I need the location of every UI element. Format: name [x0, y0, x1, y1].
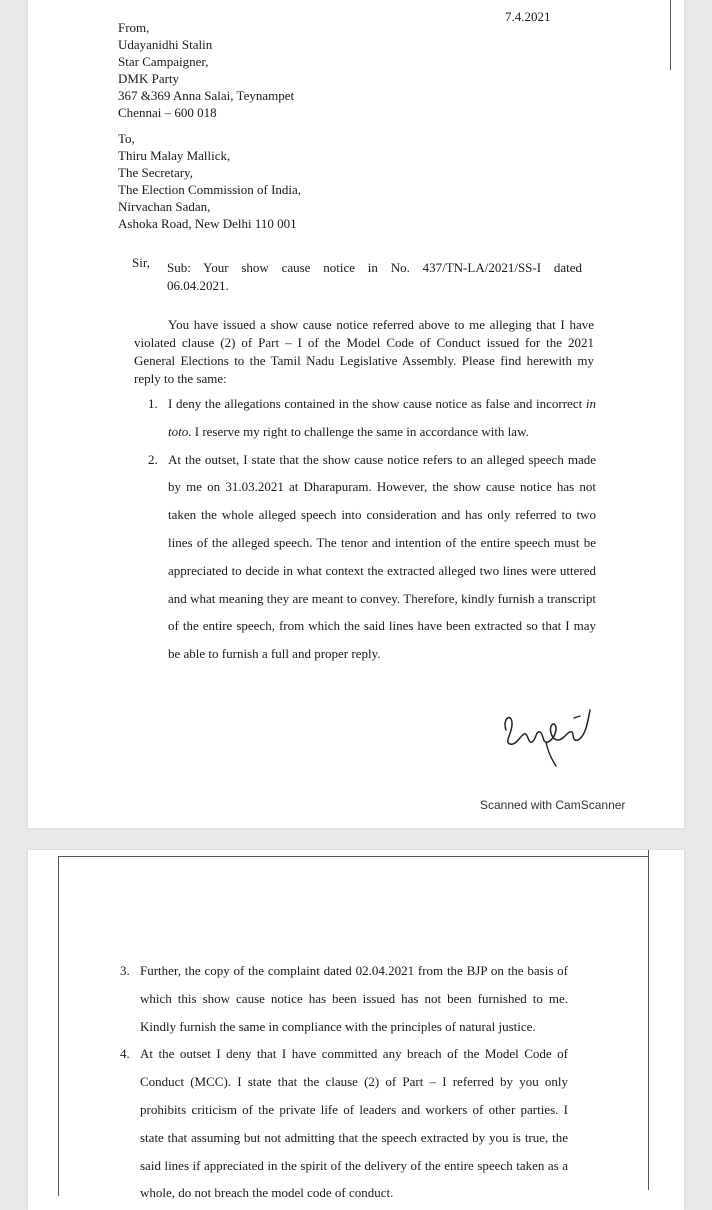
recipient-name: Thiru Malay Mallick,: [118, 148, 231, 163]
sender-address-block: [118, 19, 294, 121]
from-label: From,: [118, 20, 150, 35]
scan-edge-line: [58, 856, 648, 857]
scan-edge-line: [58, 856, 59, 1196]
recipient-city: Ashoka Road, New Delhi 110 001: [118, 216, 297, 231]
sender-street: 367 &369 Anna Salai, Teynampet: [118, 88, 295, 103]
list-item-text: At the outset I deny that I have committed any breach of the Model Code of Conduct (MCC). I state that the clause (2) of Part – I referred by you only prohibits criticism of the private life of leaders and workers of other parties. I state that assuming but not admitting that the speech extracted by you is true, the said lines if appreciated in the spirit of the delivery of the entire speech taken as a whole, do not breach the model code of conduct.: [140, 1046, 568, 1201]
list-item-text: I deny the allegations contained in the show cause notice as false and incorrect: [168, 396, 586, 411]
recipient-address-block: [118, 130, 301, 232]
list-item-italic: in toto: [168, 396, 596, 439]
salutation: Sir,: [132, 255, 150, 270]
sender-name: Udayanidhi Stalin: [118, 37, 213, 52]
list-item: [148, 390, 596, 446]
signature-mark: [498, 700, 608, 770]
recipient-building: Nirvachan Sadan,: [118, 199, 211, 214]
list-item: [148, 446, 596, 668]
list-item: [120, 957, 568, 1040]
subject-line-continued: 06.04.2021.: [167, 278, 229, 293]
letter-page-1: [28, 0, 684, 828]
list-item-number: 3.: [120, 963, 130, 978]
list-item-number: 4.: [120, 1046, 130, 1062]
list-item-number: 1.: [148, 396, 158, 411]
letter-date: 7.4.2021: [505, 9, 551, 24]
scan-edge-line: [648, 850, 649, 1190]
recipient-organization: The Election Commission of India,: [118, 182, 302, 197]
sender-city: Chennai – 600 018: [118, 105, 217, 120]
to-label: To,: [118, 131, 135, 146]
recipient-title: The Secretary,: [118, 165, 193, 180]
scanner-watermark: Scanned with CamScanner: [480, 798, 626, 812]
subject-line: Sub: Your show cause notice in No. 437/TN-LA/2021/SS-I dated: [167, 260, 582, 275]
list-item-text: Further, the copy of the complaint dated 02.04.2021 from the BJP on the basis of which this show cause notice has been issued has not been furnished to me. Kindly furnish the same in compliance with the principles of natural justice.: [140, 963, 568, 1034]
sender-party: DMK Party: [118, 71, 180, 86]
list-item: [120, 1040, 568, 1207]
list-item-text-continued: . I reserve my right to challenge the same in accordance with law.: [188, 423, 529, 439]
numbered-points-page-2: [120, 957, 568, 1207]
scan-edge-line: [670, 0, 671, 70]
sender-title: Star Campaigner,: [118, 54, 209, 69]
intro-paragraph: You have issued a show cause notice referred above to me alleging that I have violated clause (2) of Part – I of the Model Code of Conduct issued for the 2021 General Elections to the Tamil Nadu Legislative Assembly. Please find herewith my reply to the same:: [134, 317, 594, 386]
list-item-number: 2.: [148, 451, 158, 467]
numbered-points-page-1: [148, 390, 596, 668]
list-item-text: At the outset, I state that the show cause notice refers to an alleged speech made by me on 31.03.2021 at Dharapuram. However, the show cause notice has not taken the whole alleged speech into consideration and has only referred to two lines of the alleged speech. The tenor and intention of the entire speech must be appreciated to decide in what context the extracted alleged two lines were uttered and what meaning they are meant to convey. Therefore, kindly furnish a transcript of the entire speech, from which the said lines have been extracted so that I may be able to furnish a full and proper reply.: [168, 451, 596, 662]
